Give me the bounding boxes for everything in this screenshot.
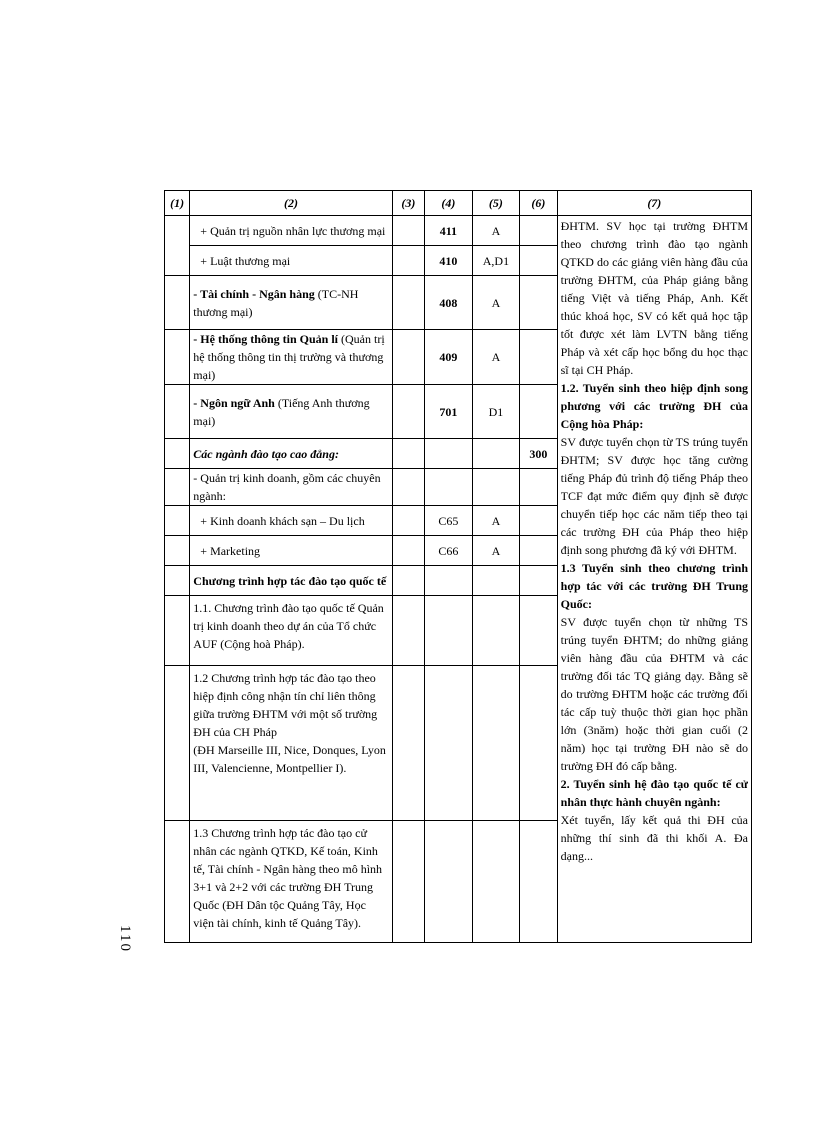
- note-heading-2: 1.2. Tuyển sinh theo hiệp định song phương với các trường ĐH của Cộng hòa Pháp:: [560, 381, 748, 431]
- program-name-cell: [190, 276, 392, 330]
- program-name-cell: - Quản trị kinh doanh, gồm các chuyên ngành:: [190, 469, 392, 506]
- quota-cell: [520, 246, 557, 276]
- col3-cell: [392, 439, 424, 469]
- block-cell: D1: [472, 385, 520, 439]
- block-cell: A: [472, 276, 520, 330]
- block-cell: [472, 566, 520, 596]
- header-col-6: (6): [520, 191, 557, 216]
- program-code-cell: 409: [425, 330, 473, 385]
- program-name-cell: + Luật thương mại: [190, 246, 392, 276]
- col3-cell: [392, 666, 424, 821]
- col3-cell: [392, 216, 424, 246]
- note-paragraph-4: Xét tuyển, lấy kết quả thi ĐH của những thí sinh đã thi khối A. Đa dạng...: [560, 813, 748, 863]
- quota-cell: [520, 566, 557, 596]
- col3-cell: [392, 821, 424, 943]
- header-col-7: (7): [557, 191, 751, 216]
- quota-cell: [520, 666, 557, 821]
- row-index-cell: [165, 821, 190, 943]
- program-partner-list: (ĐH Marseille III, Nice, Donques, Lyon III, Valencienne, Montpellier I).: [193, 743, 386, 775]
- col3-cell: [392, 536, 424, 566]
- row-index-cell: [165, 216, 190, 276]
- col3-cell: [392, 385, 424, 439]
- note-heading-3: 1.3 Tuyển sinh theo chương trình hợp tác với các trường ĐH Trung Quốc:: [560, 561, 748, 611]
- col3-cell: [392, 276, 424, 330]
- program-name-cell: [190, 385, 392, 439]
- page-number: 110: [117, 925, 133, 953]
- block-cell: A: [472, 216, 520, 246]
- program-code-cell: [425, 596, 473, 666]
- header-col-1: (1): [165, 191, 190, 216]
- table-row: [165, 216, 752, 246]
- quota-cell: [520, 469, 557, 506]
- program-name-cell: + Kinh doanh khách sạn – Du lịch: [190, 506, 392, 536]
- program-code-cell: 408: [425, 276, 473, 330]
- row-index-cell: [165, 536, 190, 566]
- note-paragraph-1: ĐHTM. SV học tại trường ĐHTM theo chương trình đào tạo ngành QTKD do các giảng viên hàng đầu của trường ĐHTM, của Pháp giảng bằng tiếng Việt và tiếng Pháp, Anh. Kết thúc khoá học, SV có kết quả học tập tốt được xét làm LVTN bằng tiếng Pháp và xét cấp học bổng du học thạc sĩ tại CH Pháp.: [560, 219, 748, 377]
- section-heading-cell: Các ngành đào tạo cao đẳng:: [190, 439, 392, 469]
- row-index-cell: [165, 566, 190, 596]
- table-header-row: [165, 191, 752, 216]
- block-cell: A: [472, 536, 520, 566]
- row-index-cell: [165, 385, 190, 439]
- quota-cell: [520, 506, 557, 536]
- quota-cell: [520, 216, 557, 246]
- quota-cell: 300: [520, 439, 557, 469]
- program-name-bold: - Hệ thống thông tin Quản lí: [193, 332, 338, 346]
- quota-cell: [520, 596, 557, 666]
- program-code-cell: [425, 469, 473, 506]
- program-code-cell: [425, 439, 473, 469]
- block-cell: [472, 666, 520, 821]
- program-code-cell: 701: [425, 385, 473, 439]
- program-name-detail: (Tiếng Anh thương mại): [193, 395, 370, 428]
- program-name-cell: + Marketing: [190, 536, 392, 566]
- program-code-cell: 411: [425, 216, 473, 246]
- col3-cell: [392, 330, 424, 385]
- program-code-cell: C66: [425, 536, 473, 566]
- program-code-cell: C65: [425, 506, 473, 536]
- row-index-cell: [165, 469, 190, 506]
- program-name-detail: (TC-NH thương mại): [193, 286, 359, 319]
- col3-cell: [392, 566, 424, 596]
- note-paragraph-3: SV được tuyển chọn từ những TS trúng tuyển ĐHTM; do những giảng viên hàng đầu của ĐHTM và các trường đối tác TQ giảng dạy. Bằng sẽ do trường ĐHTM hoặc các trường đối tác cấp tuỳ thuộc thời gian học phần lớn (3năm) hoặc thời gian cuối (2 năm) học tại trường ĐH nào sẽ do trường ĐH đó cấp bằng.: [560, 615, 748, 773]
- program-name-cell: 1.3 Chương trình hợp tác đào tạo cử nhân các ngành QTKD, Kế toán, Kinh tế, Tài chính - Ngân hàng theo mô hình 3+1 và 2+2 với các trường ĐH Trung Quốc (ĐH Dân tộc Quảng Tây, Học viện tài chính, kinh tế Quảng Tây).: [190, 821, 392, 943]
- block-cell: [472, 821, 520, 943]
- section-heading-cell: Chương trình hợp tác đào tạo quốc tế: [190, 566, 392, 596]
- program-code-cell: [425, 666, 473, 821]
- program-name-bold: - Tài chính - Ngân hàng: [193, 286, 315, 301]
- row-index-cell: [165, 439, 190, 469]
- program-name-detail: (Quản trị hệ thống thông tin thị trường và thương mại): [193, 332, 385, 382]
- quota-cell: [520, 536, 557, 566]
- row-index-cell: [165, 596, 190, 666]
- header-col-4: (4): [425, 191, 473, 216]
- header-col-2: (2): [190, 191, 392, 216]
- col3-cell: [392, 246, 424, 276]
- note-paragraph-2: SV được tuyển chọn từ TS trúng tuyển ĐHTM; SV được học tăng cường tiếng Pháp đủ trình độ tiếng Pháp theo TCF đạt mức điểm quy định sẽ được chuyển tiếp học các năm tiếp theo tại các trường ĐH của Pháp theo hiệp định song phương đã ký với ĐHTM.: [560, 435, 748, 557]
- program-code-cell: [425, 566, 473, 596]
- program-description: 1.2 Chương trình hợp tác đào tạo theo hiệp định công nhận tín chỉ liên thông giữa trường ĐHTM với một số trường ĐH của CH Pháp: [193, 671, 378, 739]
- notes-content: [561, 217, 748, 941]
- program-code-cell: 410: [425, 246, 473, 276]
- block-cell: A: [472, 506, 520, 536]
- program-name-cell: 1.1. Chương trình đào tạo quốc tế Quản trị kinh doanh theo dự án của Tổ chức AUF (Cộng hoà Pháp).: [190, 596, 392, 666]
- program-name-cell: [190, 666, 392, 821]
- header-col-3: (3): [392, 191, 424, 216]
- program-name-bold: - Ngôn ngữ Anh: [193, 395, 275, 410]
- block-cell: [472, 596, 520, 666]
- block-cell: [472, 469, 520, 506]
- col3-cell: [392, 506, 424, 536]
- enrollment-table: [164, 190, 752, 943]
- quota-cell: [520, 330, 557, 385]
- program-name-cell: [190, 330, 392, 385]
- row-index-cell: [165, 506, 190, 536]
- col3-cell: [392, 596, 424, 666]
- block-cell: [472, 439, 520, 469]
- quota-cell: [520, 276, 557, 330]
- quota-cell: [520, 821, 557, 943]
- row-index-cell: [165, 666, 190, 821]
- note-heading-4: 2. Tuyển sinh hệ đào tạo quốc tế cử nhân thực hành chuyên ngành:: [560, 777, 748, 809]
- notes-cell: [557, 216, 751, 943]
- header-col-5: (5): [472, 191, 520, 216]
- block-cell: A,D1: [472, 246, 520, 276]
- program-name-cell: + Quản trị nguồn nhân lực thương mại: [190, 216, 392, 246]
- block-cell: A: [472, 330, 520, 385]
- row-index-cell: [165, 276, 190, 330]
- program-code-cell: [425, 821, 473, 943]
- col3-cell: [392, 469, 424, 506]
- row-index-cell: [165, 330, 190, 385]
- quota-cell: [520, 385, 557, 439]
